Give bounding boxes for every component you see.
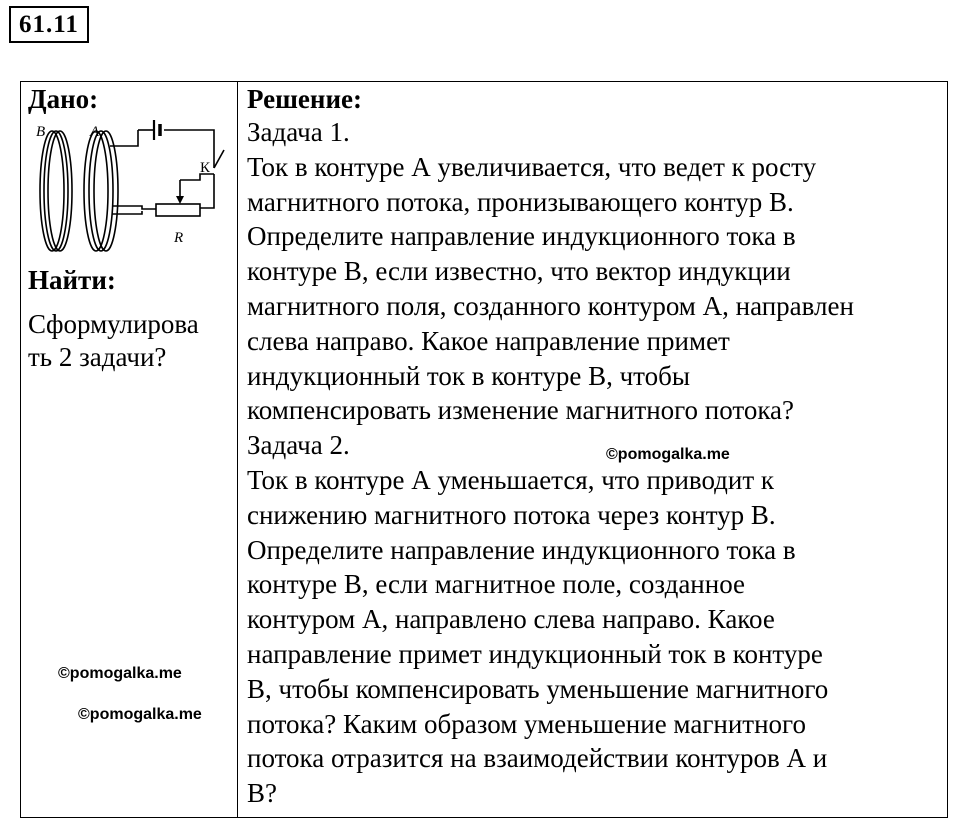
- given-heading: Дано:: [28, 84, 99, 114]
- watermark: ©pomogalka.me: [606, 446, 730, 463]
- problem-number: 61.11: [9, 6, 89, 43]
- rheostat-icon: [156, 204, 200, 216]
- solution-line: слева направо. Какое направление примет: [247, 325, 730, 356]
- watermark: ©pomogalka.me: [78, 706, 202, 723]
- solution-line: магнитного потока, пронизывающего контур В.: [247, 186, 794, 217]
- column-divider: [237, 81, 238, 818]
- label-a: A: [90, 124, 100, 140]
- label-b: B: [36, 124, 46, 140]
- coil-a: [84, 131, 118, 251]
- find-line: ть 2 задачи?: [28, 342, 167, 372]
- circuit-diagram: [30, 118, 230, 258]
- find-text: [28, 308, 233, 374]
- solution-line: потока? Каким образом уменьшение магнитного: [247, 708, 806, 739]
- solution-line: компенсировать изменение магнитного потока?: [247, 395, 795, 426]
- solution-line: Определите направление индукционного тока в: [247, 534, 796, 565]
- solution-line: снижению магнитного потока через контур В.: [247, 499, 776, 530]
- find-heading: Найти:: [28, 265, 116, 295]
- solution-line: Задача 2.: [247, 430, 350, 461]
- solution-line: магнитного поля, созданного контуром А, направлен: [247, 290, 854, 321]
- solution-line: Определите направление индукционного тока в: [247, 221, 796, 252]
- solution-line: контуре В, если магнитное поле, созданное: [247, 569, 746, 600]
- solution-column: [247, 83, 947, 811]
- solution-text: [247, 115, 947, 811]
- solution-line: контуре В, если известно, что вектор индукции: [247, 256, 791, 287]
- label-k: К: [200, 160, 211, 176]
- solution-line: Ток в контуре А увеличивается, что ведет к росту: [247, 151, 817, 182]
- solution-line: направление примет индукционный ток в контуре: [247, 638, 823, 669]
- solution-line: В, чтобы компенсировать уменьшение магнитного: [247, 673, 829, 704]
- solution-line: потока отразится на взаимодействии контуров А и: [247, 743, 828, 774]
- solution-line: В?: [247, 778, 277, 809]
- label-r: R: [174, 230, 184, 246]
- battery-icon: [138, 120, 160, 140]
- solution-line: Задача 1.: [247, 117, 350, 147]
- solution-line: Ток в контуре А уменьшается, что приводит к: [247, 464, 775, 495]
- rheostat-slider-arrow: [176, 196, 184, 204]
- watermark: ©pomogalka.me: [58, 665, 182, 682]
- solution-line: контуром А, направлено слева направо. Какое: [247, 604, 775, 635]
- solution-line: индукционный ток в контуре В, чтобы: [247, 360, 690, 391]
- solution-heading: Решение:: [247, 84, 362, 114]
- find-line: Сформулирова: [28, 309, 199, 339]
- coil-b: [40, 131, 72, 251]
- given-column: [28, 83, 233, 115]
